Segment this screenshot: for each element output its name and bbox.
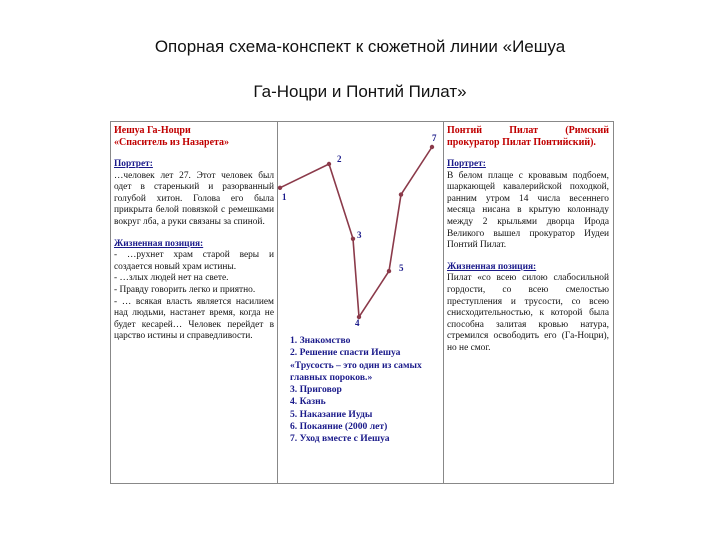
pilate-portrait-text: В белом плаще с кровавым подбоем, шаркающей кавалерийской походкой, ранним утром 14 числа весеннего месяца нисана в крытую колоннаду между 2 крыльями дворца Ирода Великого вышел прокуратор Иудеи Понтий Пилат. — [447, 170, 609, 251]
yeshua-portrait-text: …человек лет 27. Этот человек был одет в старенький и разорванный голубой хитон. Голова его была прикрыта белой повязкой с ремешками вокруг лба, а руки связаны за спиной. — [114, 170, 274, 227]
yeshua-position-3: - Правду говорить легко и приятно. — [114, 284, 256, 295]
stage-3: 3. Приговор — [290, 384, 342, 396]
yeshua-name: Иешуа Га-Ноцри — [114, 125, 191, 136]
plot-point — [278, 186, 282, 190]
stage-2: 2. Решение спасти Иешуа — [290, 347, 401, 359]
yeshua-subtitle: «Спаситель из Назарета» — [114, 137, 230, 148]
pilate-position-text: Пилат «со всею силою слабосильной гордости, со всею смелостью преступления и трусости, со всею снисходительностью, к которой была способна залитая кровью натура, стремился освободить его (Га-Ноцри), но не смог. — [447, 273, 609, 353]
stage-6: 6. Покаяние (2000 лет) — [290, 421, 388, 433]
stage-quote: «Трусость – это один из самых главных пороков.» — [290, 359, 422, 383]
stage-4: 4. Казнь — [290, 396, 326, 408]
plot-point — [351, 237, 355, 241]
plot-point-label: 4 — [355, 318, 360, 328]
pilate-name: Понтий Пилат (Римский прокуратор Пилат Понтийский). — [447, 125, 609, 148]
yeshua-position-4: - … всякая власть является насилием над людьми, настанет время, когда не будет кесарей… Человек перейдет в царство истины и справедливости. — [114, 296, 274, 342]
stage-7: 7. Уход вместе с Иешуа — [290, 433, 390, 445]
yeshua-position-1: - …рухнет храм старой веры и создается новый храм истины. — [114, 250, 274, 272]
pilate-position-heading: Жизненная позиция: — [447, 261, 537, 272]
title-line-2: Га-Ноцри и Понтий Пилат» — [253, 82, 467, 101]
stage-5: 5. Наказание Иуды — [290, 408, 373, 420]
plot-point-label: 7 — [432, 133, 437, 143]
pilate-portrait-heading: Портрет: — [447, 159, 486, 169]
plot-point — [327, 162, 331, 166]
stages-list — [290, 335, 440, 446]
plot-line — [280, 147, 432, 317]
plot-point-label: 5 — [399, 263, 404, 274]
plot-point-label: 2 — [337, 154, 342, 164]
plot-point-label: 1 — [282, 191, 287, 202]
yeshua-position-2: - …злых людей нет на свете. — [114, 273, 229, 284]
plot-point-label: 3 — [357, 229, 362, 240]
yeshua-position-heading: Жизненная позиция: — [114, 238, 204, 249]
title-line-1: Опорная схема-конспект к сюжетной линии «Иешуа — [154, 37, 566, 56]
yeshua-portrait-heading: Портрет: — [114, 159, 153, 169]
plot-point — [399, 192, 403, 196]
stage-1: 1. Знакомство — [290, 335, 351, 346]
plot-point — [430, 145, 434, 149]
plot-point — [387, 269, 391, 273]
